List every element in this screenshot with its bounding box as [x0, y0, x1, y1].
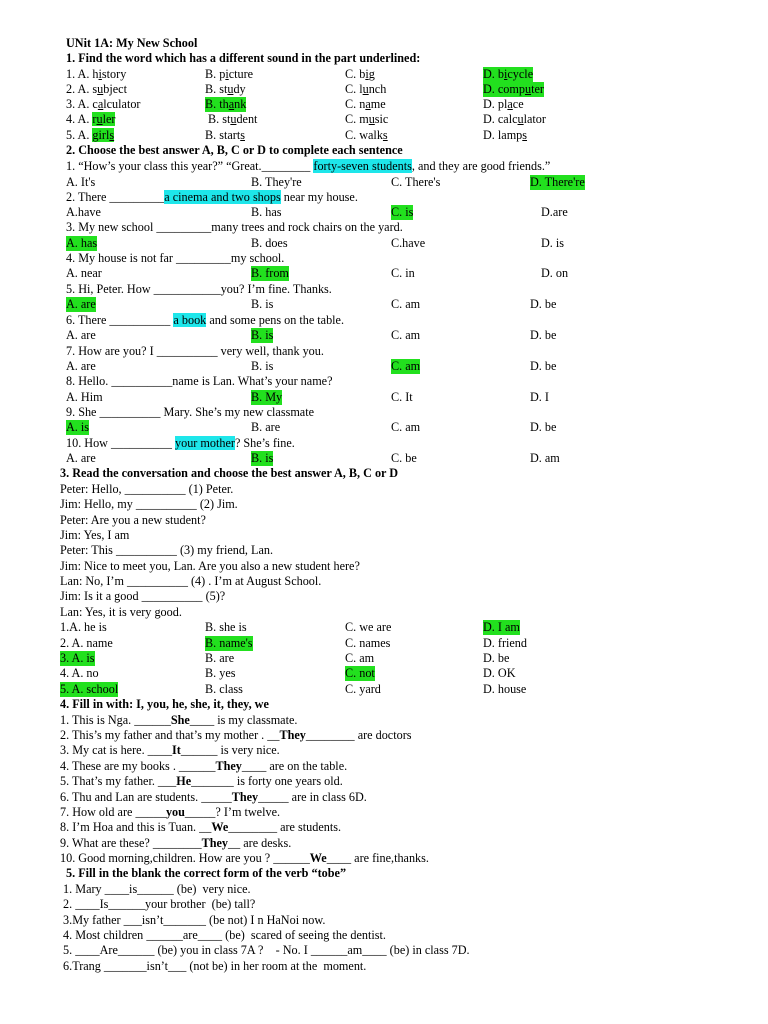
option-d: D.are [541, 205, 568, 219]
option-c: C. yard [345, 682, 381, 696]
option-c-correct: C. is [391, 205, 414, 219]
option-b-correct: B. is [251, 328, 274, 342]
option-b: B. are [251, 420, 281, 434]
option-b: B. is [251, 297, 274, 311]
option-a: 2. A. name [60, 636, 113, 650]
s1-option-b: B. picture [205, 67, 254, 81]
option-b-correct: B. name's [205, 636, 253, 650]
option-a: A. are [66, 328, 96, 342]
s1-option-d: D. place [483, 97, 524, 111]
option-b-correct: B. is [251, 451, 274, 465]
option-c: C. am [391, 420, 421, 434]
s1-option-c: C. music [345, 112, 389, 126]
s1-option-a-correct: 5. A. girls [66, 128, 115, 142]
option-c-correct: C. not [345, 666, 375, 680]
option-d: D. be [530, 359, 557, 373]
s1-option-c: C. big [345, 67, 375, 81]
option-d: D. be [530, 297, 557, 311]
s1-option-a: 1. A. history [66, 67, 127, 81]
option-c: C. in [391, 266, 415, 280]
option-d: D. be [530, 328, 557, 342]
option-c: C. There's [391, 175, 441, 189]
option-b: B. is [251, 359, 274, 373]
option-a: A. are [66, 359, 96, 373]
option-a-correct: A. has [66, 236, 98, 250]
option-d: D. am [530, 451, 560, 465]
option-d: D. on [541, 266, 569, 280]
option-d-correct: D. There're [530, 175, 585, 189]
option-c: C.have [391, 236, 426, 250]
option-d: D. be [530, 420, 557, 434]
option-c: C. be [391, 451, 417, 465]
option-a-correct: A. are [66, 297, 96, 311]
option-b: B. yes [205, 666, 236, 680]
option-a-correct: A. is [66, 420, 90, 434]
option-b: B. does [251, 236, 288, 250]
s1-option-c: C. walks [345, 128, 388, 142]
s1-option-b: B. student [208, 112, 258, 126]
s1-option-b: B. study [205, 82, 246, 96]
option-d: D. house [483, 682, 527, 696]
option-b: B. class [205, 682, 243, 696]
option-c-correct: C. am [391, 359, 421, 373]
option-d: D. friend [483, 636, 527, 650]
s1-option-a: 2. A. subject [66, 82, 127, 96]
option-c: C. am [345, 651, 375, 665]
option-a: A. near [66, 266, 102, 280]
option-a: A.have [66, 205, 101, 219]
s1-option-d: D. lamps [483, 128, 528, 142]
option-c: C. am [391, 297, 421, 311]
option-b-correct: B. from [251, 266, 289, 280]
option-a: A. are [66, 451, 96, 465]
option-a: 4. A. no [60, 666, 99, 680]
s1-option-c: C. lunch [345, 82, 387, 96]
option-d: D. be [483, 651, 510, 665]
s1-option-b: B. starts [205, 128, 245, 142]
s1-option-a-correct: 4. A. ruler [66, 112, 116, 126]
option-c: C. It [391, 390, 413, 404]
option-c: C. we are [345, 620, 392, 634]
option-a-correct: 5. A. school [60, 682, 119, 696]
option-b: B. she is [205, 620, 247, 634]
option-a: 1.A. he is [60, 620, 107, 634]
s1-option-a: 3. A. calculator [66, 97, 141, 111]
option-d: D. I [530, 390, 549, 404]
option-a: A. It's [66, 175, 96, 189]
option-d-correct: D. I am [483, 620, 520, 634]
s1-option-c: C. name [345, 97, 386, 111]
option-c: C. names [345, 636, 391, 650]
s1-option-d-correct: D. computer [483, 82, 544, 96]
worksheet-page: UNit 1A: My New School 1. Find the word which has a different sound in the part underlined: 1. A. history B. picture C. big D. bicycle 2. A. subject B. study C. lunch D. computer 3. A. calculator B. thank C. name D. place 4. A. ruler B. student C. music D. calculator 5. A. girls B. starts C. walks D. lamps 2. Choose the best answer A, B, C or D to complete each sentence 1. “How’s your class this year?” “Great.________ forty-seven students, and they are good friends.” A. It's B. They're C. There's D. There're 2. There _________a cinema and two shops near my house. A.have B. has C. is D.are 3. My new school _________many trees and rock chairs on the yard. A. has B. does C.have D. is 4. My house is not far _________my school. A. near B. from C. in D. on 5. Hi, Peter. How ___________you? I’m fine. Thanks. A. are B. is C. am D. be 6. There __________ a book and some pens on the table. A. are B. is C. am D. be 7. How are you? I __________ very well, thank you. A. are B. is C. am D. be 8. Hello. __________name is Lan. What’s your name? A. Him B. My C. It D. I 9. She __________ Mary. She’s my new classmate A. is B. are C. am D. be 10. How __________ your mother? She’s fine. A. are B. is C. be D. am 3. Read the conversation and choose the best answer A, B, C or D Peter: Hello, __________ (1) Peter. Jim: Hello, my __________ (2) Jim. Peter: Are you a new student? Jim: Yes, I am Peter: This __________ (3) my friend, Lan. Jim: Nice to meet you, Lan. Are you also a new student here? Lan: No, I’m __________ (4) . I’m at August School. Jim: Is it a good __________ (5)? Lan: Yes, it is very good. 1.A. he is B. she is C. we are D. I am 2. A. name B. name's C. names D. friend 3. A. is B. are C. am D. be 4. A. no B. yes C. not D. OK 5. A. school B. class C. yard D. house 4. Fill in with: I, you, he, she, it, they, we 1. This is Nga. ______She____ is my classmate. 2. This’s my father and that’s my mother . __They________ are doctors 3. My cat is here. ____It______ is very nice. 4. These are my books . ______They____ are on the table. 5. That’s my father. ___He_______ is forty one years old. 6. Thu and Lan are students. _____They_____ are in class 6D. 7. How old are _____you_____? I’m twelve. 8. I’m Hoa and this is Tuan. __We________ are students. 9. What are these? ________They__ are desks. 10. Good morning,children. How are you ? ______We____ are fine,thanks. 5. Fill in the blank the correct form of the verb “tobe” 1. Mary ____is______ (be) very nice. 2. ____Is______your brother (be) tall? 3.My father ___isn’t_______ (be not) I n HaNoi now. 4. Most children ______are____ (be) scared of seeing the dentist. 5. ____Are______ (be) you in class 7A ? - No. I ______am____ (be) in class 7D. 6.Trang _______isn’t___ (not be) in her room at the moment. [60, 36, 585, 973]
s1-option-d: D. calculator [483, 112, 546, 126]
s1-option-b-correct: B. thank [205, 97, 247, 111]
option-d: D. OK [483, 666, 516, 680]
option-a: A. Him [66, 390, 103, 404]
option-b: B. are [205, 651, 235, 665]
option-b-correct: B. My [251, 390, 283, 404]
option-c: C. am [391, 328, 421, 342]
option-b: B. They're [251, 175, 302, 189]
option-d: D. is [541, 236, 565, 250]
option-a-correct: 3. A. is [60, 651, 95, 665]
s1-option-d-correct: D. bicycle [483, 67, 534, 81]
option-b: B. has [251, 205, 282, 219]
